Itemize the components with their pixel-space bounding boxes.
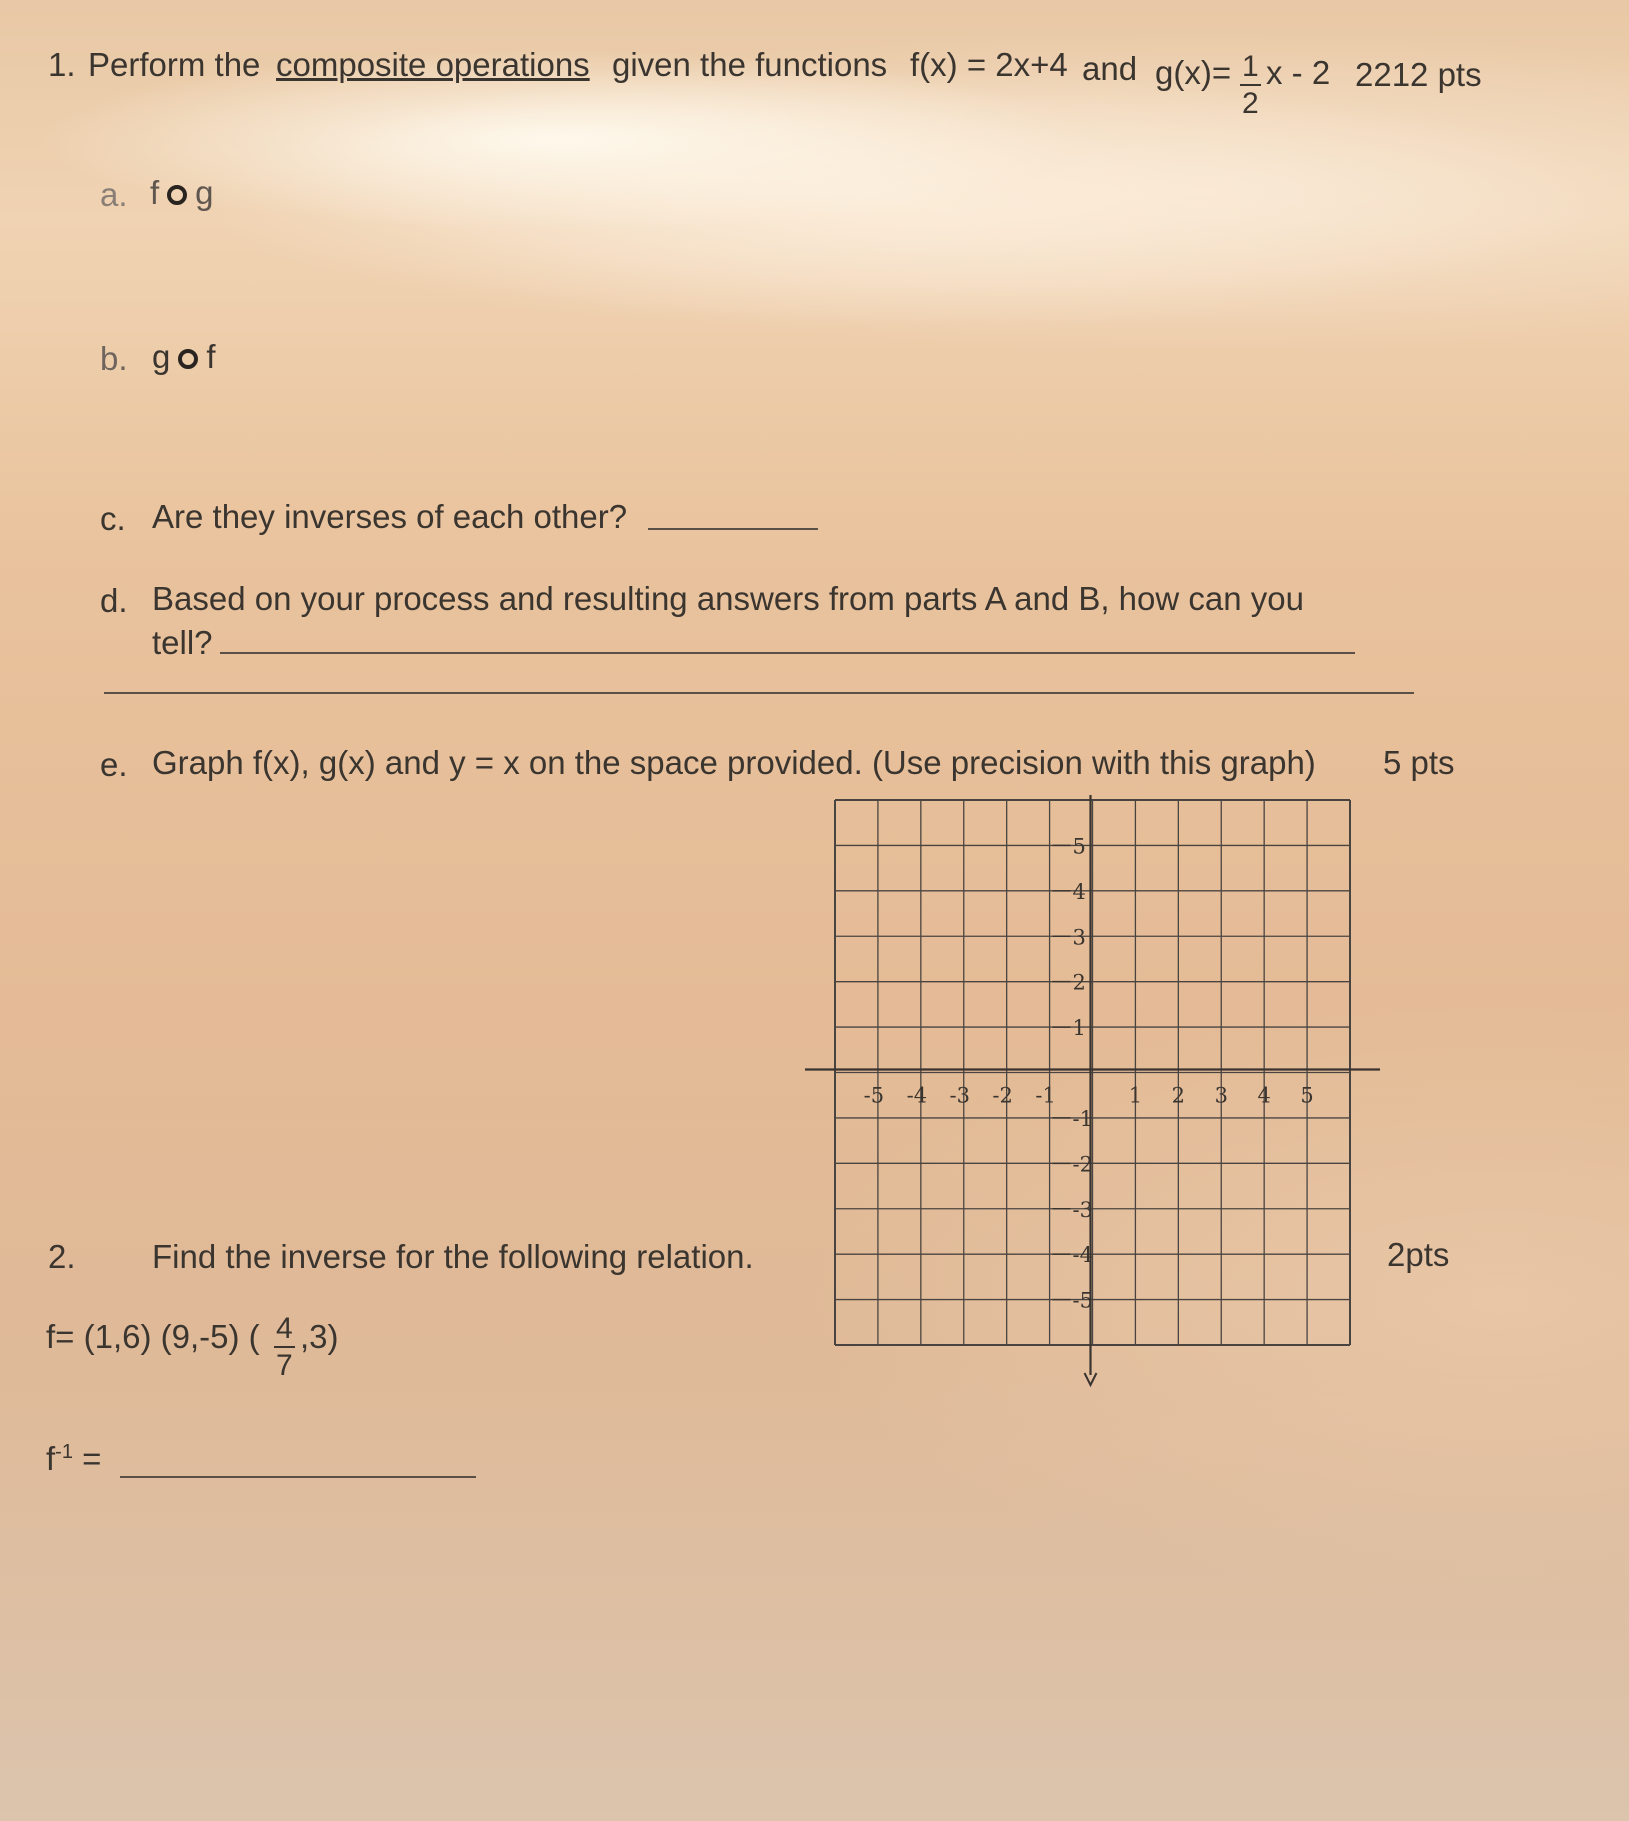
- question-2-points: 2pts: [1387, 1236, 1450, 1273]
- y-tick-label: 3: [1072, 925, 1086, 950]
- part-a-expression: [150, 174, 214, 212]
- y-tick-label: -2: [1072, 1152, 1093, 1177]
- y-tick-label: -1: [1072, 1106, 1093, 1131]
- g-fraction: [1240, 50, 1261, 122]
- x-tick-label: 1: [1128, 1083, 1143, 1108]
- composite-operations-underlined: composite operations: [276, 46, 590, 83]
- question-2-number: 2.: [48, 1238, 76, 1275]
- y-tick-label: 2: [1072, 970, 1086, 995]
- part-a-label: a.: [100, 176, 128, 213]
- g-fraction-numerator: 1: [1240, 50, 1261, 86]
- y-tick-label: 4: [1072, 879, 1086, 904]
- relation-suffix: ,3): [300, 1318, 339, 1355]
- part-e-label: e.: [100, 746, 128, 783]
- inverse-answer-blank[interactable]: [120, 1476, 476, 1478]
- part-c-answer-blank[interactable]: [648, 528, 818, 530]
- x-tick-label: -3: [949, 1083, 970, 1108]
- inverse-label: [46, 1440, 101, 1478]
- coordinate-grid[interactable]: [800, 790, 1390, 1390]
- question-1-number: 1.: [48, 46, 76, 83]
- part-d-answer-blank-2[interactable]: [104, 692, 1414, 694]
- part-b-right: f: [206, 338, 216, 375]
- x-tick-label: 3: [1214, 1083, 1228, 1108]
- x-tick-label: -1: [1035, 1083, 1056, 1108]
- x-tick-label: -4: [906, 1083, 928, 1108]
- inverse-equals: =: [82, 1440, 102, 1477]
- part-c-label: c.: [100, 500, 126, 537]
- composition-circle-icon: [178, 349, 198, 369]
- relation-fraction-denominator: 7: [276, 1349, 293, 1382]
- relation-fraction-numerator: 4: [274, 1312, 295, 1348]
- x-tick-label: -2: [992, 1083, 1013, 1108]
- f-definition: f(x) = 2x+4: [910, 46, 1068, 83]
- x-tick-label: 4: [1257, 1083, 1271, 1108]
- part-e-points: 5 pts: [1383, 744, 1455, 781]
- part-b-expression: [152, 338, 216, 376]
- y-tick-label: 1: [1072, 1016, 1086, 1041]
- x-tick-label: 5: [1300, 1083, 1314, 1108]
- part-b-left: g: [152, 338, 171, 375]
- question-1-points: 2212 pts: [1355, 56, 1482, 93]
- g-definition-suffix: x - 2: [1266, 54, 1331, 91]
- g-fraction-denominator: 2: [1242, 87, 1259, 120]
- part-b-label: b.: [100, 340, 128, 377]
- y-tick-label: -5: [1072, 1288, 1093, 1313]
- part-a-left: f: [150, 174, 160, 211]
- inverse-exponent: -1: [55, 1441, 73, 1463]
- question-1-text-start: Perform the: [88, 46, 261, 83]
- question-2-text: Find the inverse for the following relation.: [152, 1238, 754, 1275]
- and-word: and: [1082, 50, 1138, 87]
- inverse-f: f: [46, 1440, 56, 1477]
- part-d-question-line1: Based on your process and resulting answers from parts A and B, how can you: [152, 580, 1304, 617]
- question-1-text-end: given the functions: [612, 46, 888, 83]
- y-tick-label: -3: [1072, 1197, 1093, 1222]
- g-definition-prefix: g(x)=: [1155, 54, 1232, 91]
- y-tick-label: 5: [1072, 834, 1086, 859]
- part-d-question-line2: tell?: [152, 624, 213, 661]
- part-d-label: d.: [100, 582, 128, 619]
- relation-fraction: [274, 1312, 295, 1384]
- x-tick-label: 2: [1171, 1083, 1186, 1108]
- part-a-right: g: [195, 174, 214, 211]
- part-d-answer-blank-1[interactable]: [220, 652, 1355, 654]
- relation-prefix: f= (1,6) (9,-5) (: [46, 1318, 260, 1355]
- part-c-question: Are they inverses of each other?: [152, 498, 628, 535]
- y-tick-label: -4: [1072, 1243, 1093, 1268]
- part-e-instruction: Graph f(x), g(x) and y = x on the space provided. (Use precision with this graph): [152, 744, 1316, 781]
- composition-circle-icon: [167, 185, 187, 205]
- x-tick-label: -5: [863, 1083, 885, 1108]
